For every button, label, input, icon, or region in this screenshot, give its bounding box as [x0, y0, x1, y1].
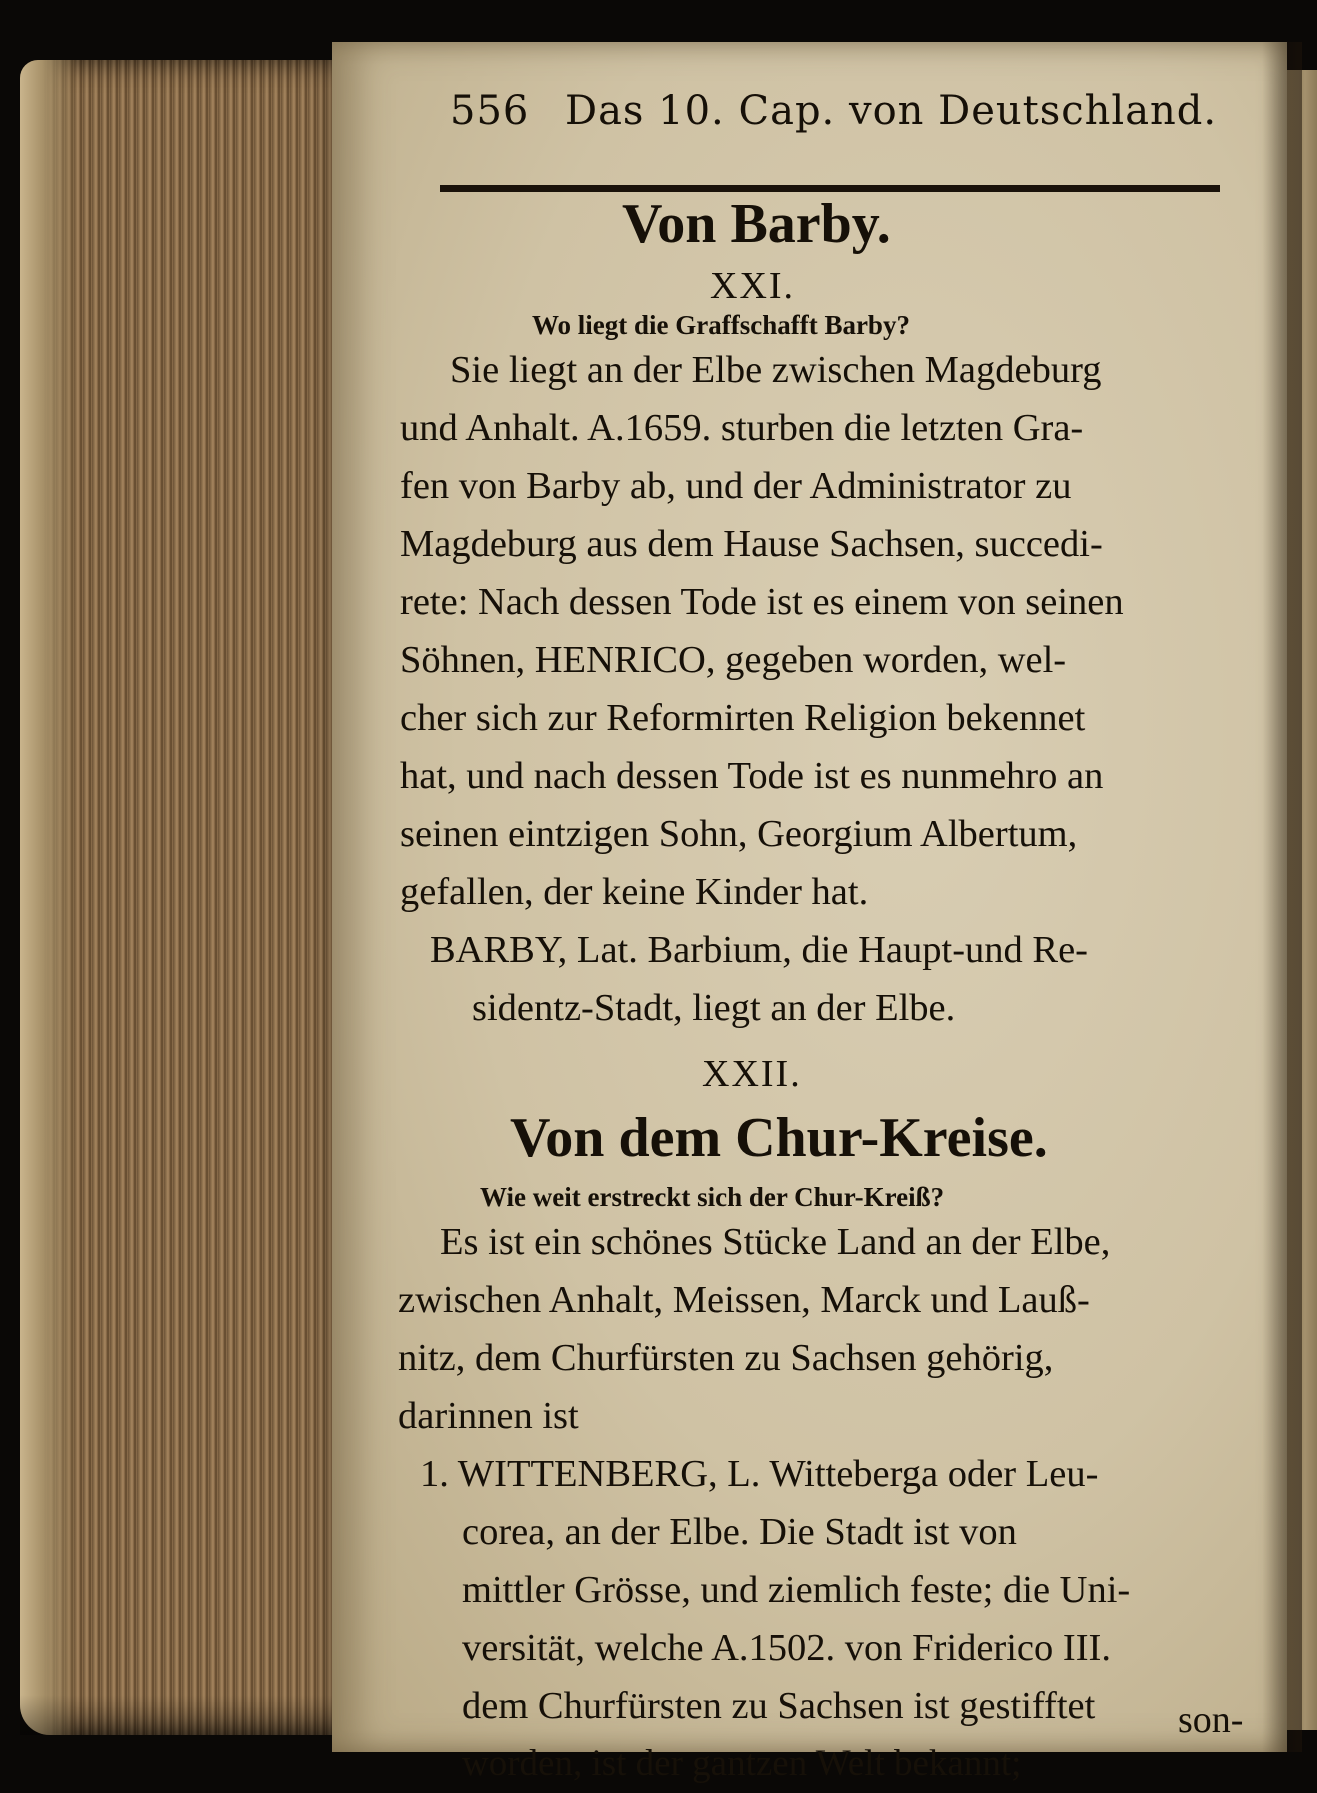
running-header: [450, 82, 1230, 142]
text-line: Söhnen, HENRICO, gegeben worden, wel-: [400, 639, 1067, 681]
catchword: son-: [1178, 1699, 1244, 1741]
text-line: gefallen, der keine Kinder hat.: [400, 871, 869, 913]
list-entry-line: dem Churfürsten zu Sachsen ist gestifftet: [462, 1685, 1096, 1727]
text-line: darinnen ist: [398, 1395, 579, 1437]
text-line: Es ist ein schönes Stücke Land an der Elbe,: [440, 1221, 1111, 1263]
text-line: und Anhalt. A.1659. sturben die letzten Gra-: [400, 407, 1084, 449]
list-entry-line: worden, ist der gantzen Welt bekannt;: [462, 1743, 1022, 1784]
list-entry-line: versität, welche A.1502. von Friderico III.: [462, 1627, 1111, 1669]
city-entry-line: sidentz-Stadt, liegt an der Elbe.: [472, 987, 956, 1029]
book-page: [332, 42, 1287, 1784]
header-rule: [440, 185, 1220, 192]
text-line: nitz, dem Churfürsten zu Sachsen gehörig,: [398, 1337, 1054, 1379]
text-line: fen von Barby ab, und der Administrator zu: [400, 465, 1072, 507]
question-barby: Wo liegt die Graffschafft Barby?: [532, 310, 910, 340]
list-entry-line: 1. WITTENBERG, L. Witteberga oder Leu-: [420, 1453, 1099, 1495]
text-line: seinen eintzigen Sohn, Georgium Albertum,: [400, 813, 1078, 855]
question-chur-kreis: Wie weit erstreckt sich der Chur-Kreiß?: [480, 1182, 945, 1212]
running-title: Das 10. Cap. von Deutschland.: [565, 88, 1218, 134]
page-block-edge: [20, 60, 355, 1735]
text-line: zwischen Anhalt, Meissen, Marck und Lauß-: [398, 1279, 1090, 1321]
text-line: cher sich zur Reformirten Religion bekennet: [400, 697, 1086, 739]
section-title-barby: Von Barby.: [622, 193, 891, 255]
gutter-shadow: [1262, 42, 1302, 1752]
page-number: 556: [450, 88, 530, 134]
list-entry-line: corea, an der Elbe. Die Stadt ist von: [462, 1511, 1017, 1553]
text-line: Sie liegt an der Elbe zwischen Magdeburg: [450, 349, 1102, 391]
section-title-chur-kreis: Von dem Chur-Kreise.: [510, 1107, 1048, 1169]
section-number-xxi: XXI.: [710, 265, 796, 307]
text-line: Magdeburg aus dem Hause Sachsen, succedi-: [400, 523, 1103, 565]
text-line: hat, und nach dessen Tode ist es nunmehro an: [400, 755, 1104, 797]
section-number-xxii: XXII.: [702, 1053, 802, 1095]
city-entry-line: BARBY, Lat. Barbium, die Haupt-und Re-: [430, 929, 1088, 971]
list-entry-line: mittler Grösse, und ziemlich feste; die Uni-: [462, 1569, 1131, 1611]
text-line: rete: Nach dessen Tode ist es einem von seinen: [400, 581, 1124, 623]
